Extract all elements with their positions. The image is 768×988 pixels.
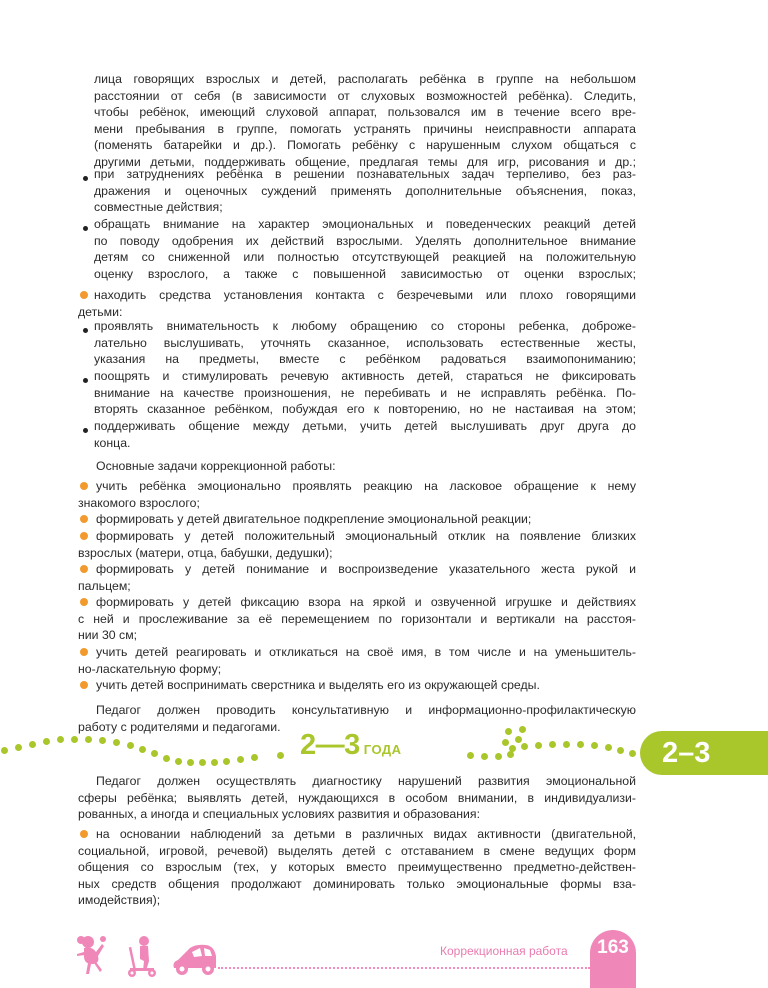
text-line: формировать у детей понимание и воспроизведение указательного жеста рукой и bbox=[96, 562, 636, 576]
wave-dot bbox=[467, 752, 474, 759]
task-item bbox=[78, 478, 636, 511]
section-title bbox=[300, 729, 402, 766]
text-line: рованных, а иногда и специальных условиях развития и образования: bbox=[78, 807, 480, 822]
wave-dot bbox=[509, 745, 516, 752]
text-line: Педагог должен проводить консультативную и информационно-профилактическую bbox=[96, 703, 636, 717]
text-line: учить детей реагировать и откликаться на своё имя, в том числе и на уменьшитель- bbox=[96, 645, 636, 659]
text-line: мени пребывания в группе, помогать устранять причины неисправности аппарата bbox=[94, 121, 636, 136]
wave-dot bbox=[507, 751, 514, 758]
wave-dot bbox=[29, 741, 36, 748]
text-line: пальцем; bbox=[78, 578, 131, 593]
wave-dot bbox=[481, 753, 488, 760]
text-line: но-ласкательную форму; bbox=[78, 661, 222, 676]
text-line: вторять сказанное ребёнком, побуждая его к повторению, но не настаивая на этом; bbox=[94, 402, 636, 417]
paragraph-continuation bbox=[78, 71, 636, 171]
text-line: по поводу одобрения их действий взрослыми. Уделять дополнительное внимание bbox=[94, 233, 636, 248]
wave-dot bbox=[515, 736, 522, 743]
task-item bbox=[78, 677, 636, 694]
footer-dotted-line bbox=[218, 967, 590, 969]
text-line: при затруднениях ребёнка в решении познавательных задач терпеливо, без раз- bbox=[94, 167, 636, 181]
girl-dancing-icon bbox=[74, 934, 110, 976]
wave-dot bbox=[85, 736, 92, 743]
text-line: ных средств общения продолжают доминировать только эмоциональные формы вза- bbox=[78, 876, 636, 891]
text-line: поддерживать общение между детьми, учить детей выслушивать друг друга до bbox=[94, 419, 636, 433]
wave-dot bbox=[175, 758, 182, 765]
text-line: учить детей воспринимать сверстника и выделять его из окружающей среды. bbox=[96, 678, 540, 692]
text-line: конца. bbox=[94, 435, 131, 450]
text-line: другими детьми, поддерживать общение, предлагая темы для игр, рисования и др.; bbox=[94, 154, 636, 169]
wave-dot bbox=[211, 759, 218, 766]
text-line: проявлять внимательность к любому обращению со стороны ребенка, доброже- bbox=[94, 319, 636, 333]
text-line: знакомого взрослого; bbox=[78, 495, 200, 510]
tasks-heading bbox=[78, 458, 636, 475]
text-line: лица говорящих взрослых и детей, располагать ребёнка в группе на небольшом bbox=[94, 72, 636, 86]
wave-dot bbox=[549, 741, 556, 748]
wave-dot bbox=[151, 750, 158, 757]
car-icon bbox=[170, 942, 218, 978]
wave-dot bbox=[71, 736, 78, 743]
text-line: детям со сниженной или полностью отсутствующей реакцией на положительную bbox=[94, 250, 636, 265]
wave-dot bbox=[223, 758, 230, 765]
wave-dot bbox=[43, 738, 50, 745]
text-line: Основные задачи коррекционной работы: bbox=[96, 459, 336, 473]
text-line: лательно выслушивать, уточнять сказанное, использовать естественные жесты, bbox=[94, 335, 636, 350]
page-number: 163 bbox=[597, 937, 629, 958]
text-line: находить средства установления контакта с безречевыми или плохо говорящими bbox=[94, 288, 636, 302]
wave-dot bbox=[57, 736, 64, 743]
wave-dot bbox=[237, 756, 244, 763]
text-line: имодействия); bbox=[78, 893, 161, 908]
wave-dot bbox=[591, 742, 598, 749]
text-line: на основании наблюдений за детьми в различных видах активности (двигательной, bbox=[96, 827, 636, 841]
wave-dot bbox=[563, 741, 570, 748]
wave-dot bbox=[617, 747, 624, 754]
text-line: взрослых (матери, отца, бабушки, дедушки); bbox=[78, 545, 333, 560]
bullet-item bbox=[78, 287, 636, 320]
section-age-tab bbox=[640, 731, 768, 775]
text-line: дражения и оценочных суждений применять дополнительные объяснения, показ, bbox=[94, 183, 636, 198]
wave-dot bbox=[199, 759, 206, 766]
wave-dot bbox=[139, 746, 146, 753]
text-line: сферы ребёнка; выявлять детей, нуждающихся в особом внимании, в индивидуализи- bbox=[78, 790, 636, 805]
wave-dot bbox=[577, 741, 584, 748]
wave-dot bbox=[99, 737, 106, 744]
sub-bullet-item bbox=[78, 166, 636, 216]
wave-dot bbox=[519, 726, 526, 733]
text-line: внимание на качестве произношения, не перебивать и не исправлять ребёнка. По- bbox=[94, 385, 636, 400]
text-line: учить ребёнка эмоционально проявлять реакцию на ласковое обращение к нему bbox=[96, 479, 636, 493]
diag-bullet-item bbox=[78, 826, 636, 909]
text-line: расстоянии от себя (в зависимости от слуховых возможностей ребёнка). Следить, bbox=[94, 88, 636, 103]
sub-bullet-item bbox=[78, 368, 636, 418]
wave-dot bbox=[113, 739, 120, 746]
wave-dot bbox=[277, 752, 284, 759]
task-item bbox=[78, 511, 636, 528]
text-line: Педагог должен осуществлять диагностику нарушений развития эмоциональной bbox=[96, 774, 636, 788]
text-line: (поменять батарейки и др.). Помогать ребёнку с нарушенным слухом общаться с bbox=[94, 138, 636, 153]
task-item bbox=[78, 561, 636, 594]
section-title-unit: ГОДА bbox=[363, 742, 402, 757]
task-item bbox=[78, 528, 636, 561]
child-scooter-icon bbox=[124, 935, 158, 979]
text-line: обращать внимание на характер эмоциональных и поведенческих реакций детей bbox=[94, 217, 636, 231]
sub-bullet-item bbox=[78, 318, 636, 368]
wave-dot bbox=[495, 753, 502, 760]
section-age-tab-label: 2–3 bbox=[662, 737, 711, 769]
text-line: нии 30 см; bbox=[78, 628, 138, 643]
diagnostics-paragraph bbox=[78, 773, 636, 823]
text-line: формировать у детей фиксацию взора на яркой и озвученной игрушке и действиях bbox=[96, 595, 636, 609]
wave-dot bbox=[127, 742, 134, 749]
wave-dot bbox=[629, 750, 636, 757]
text-line: указания на предметы, вместе с ребёнком радоваться взаимопониманию; bbox=[94, 352, 636, 367]
wave-dot bbox=[605, 744, 612, 751]
task-item bbox=[78, 594, 636, 644]
wave-dot bbox=[15, 744, 22, 751]
footer-section-label: Коррекционная работа bbox=[440, 944, 568, 958]
text-line: социальной, игровой, речевой) выделять детей с отставанием в смене ведущих форм bbox=[78, 843, 636, 858]
wave-dot bbox=[505, 728, 512, 735]
text-line: совместные действия; bbox=[94, 200, 223, 215]
page-number-tab bbox=[590, 930, 636, 988]
text-line: формировать у детей положительный эмоциональный отклик на появление близких bbox=[96, 529, 636, 543]
sub-bullet-item bbox=[78, 216, 636, 282]
wave-dot bbox=[187, 759, 194, 766]
text-line: чтобы ребёнок, имеющий слуховой аппарат, пользовался им в течение всего вре- bbox=[94, 105, 636, 120]
text-line: поощрять и стимулировать речевую активность детей, стараться не фиксировать bbox=[94, 369, 636, 383]
text-line: работу с родителями и педагогами. bbox=[78, 719, 281, 734]
wave-dot bbox=[1, 747, 8, 754]
text-line: оценку взрослого, а также с повышенной зависимостью от оценки взрослых; bbox=[94, 266, 636, 281]
text-line: детьми: bbox=[78, 304, 123, 319]
wave-dot bbox=[502, 739, 509, 746]
wave-dot bbox=[521, 743, 528, 750]
wave-dot bbox=[251, 754, 258, 761]
text-line: с ней и прослеживание за её перемещением по горизонтали и вертикали на расстоя- bbox=[78, 611, 636, 626]
text-line: общения со взрослым (тех, у которых вместо преимущественно предметно-действен- bbox=[78, 860, 636, 875]
text-line: формировать у детей двигательное подкрепление эмоциональной реакции; bbox=[96, 512, 532, 526]
sub-bullet-item bbox=[78, 418, 636, 451]
task-item bbox=[78, 644, 636, 677]
wave-dot bbox=[535, 742, 542, 749]
section-title-age: 2—3 bbox=[300, 729, 360, 761]
wave-dot bbox=[163, 755, 170, 762]
